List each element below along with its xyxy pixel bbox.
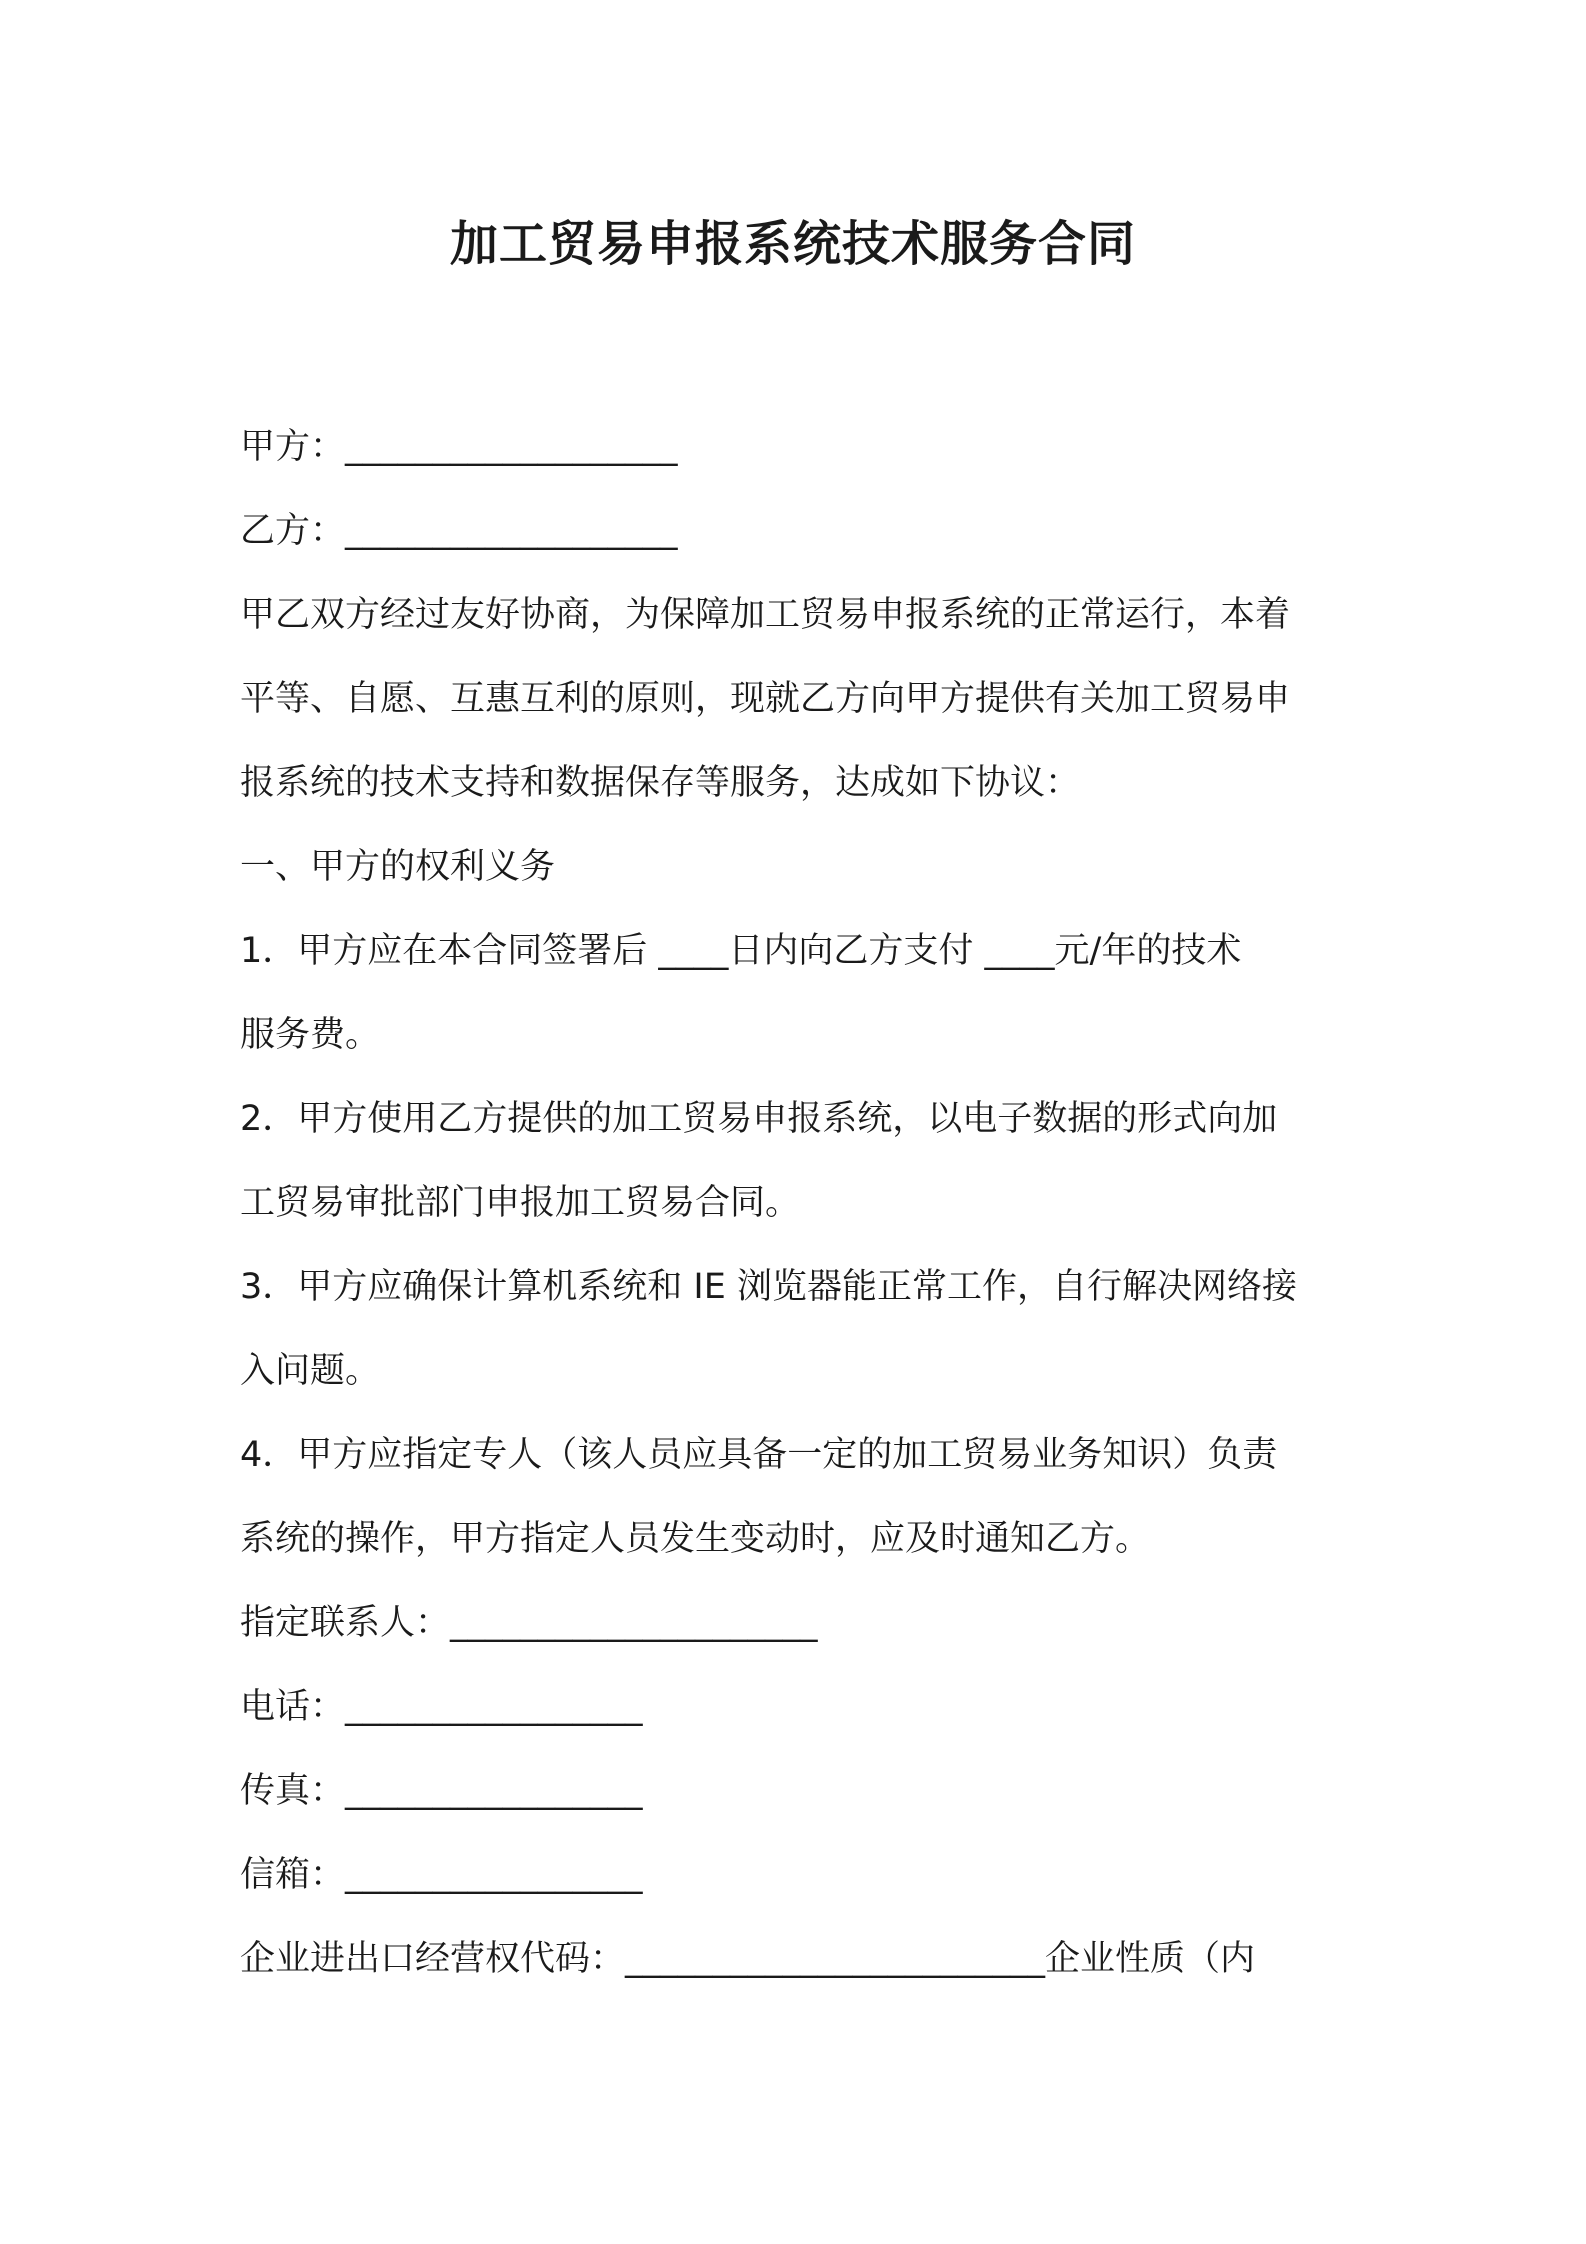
document-body xyxy=(240,405,1360,2001)
clause-1-line-2: 服务费。 xyxy=(240,1015,381,1055)
fax-line: 传真：_________________ xyxy=(240,1771,643,1811)
section-heading: 一、甲方的权利义务 xyxy=(240,847,556,887)
phone-line: 电话：_________________ xyxy=(240,1687,643,1727)
clause-4-line-2: 系统的操作，甲方指定人员发生变动时，应及时通知乙方。 xyxy=(240,1519,1151,1559)
clause-1-line-1: 1．甲方应在本合同签署后 ____日内向乙方支付 ____元/年的技术 xyxy=(240,931,1242,971)
enterprise-code-line: 企业进出口经营权代码：________________________企业性质（内 xyxy=(240,1939,1256,1979)
clause-2-line-2: 工贸易审批部门申报加工贸易合同。 xyxy=(240,1183,801,1223)
preamble-line-3: 报系统的技术支持和数据保存等服务，达成如下协议： xyxy=(240,763,1081,803)
preamble-line-2: 平等、自愿、互惠互利的原则，现就乙方向甲方提供有关加工贸易申 xyxy=(240,679,1291,719)
preamble-line-1: 甲乙双方经过友好协商，为保障加工贸易申报系统的正常运行，本着 xyxy=(240,595,1291,635)
clause-2-line-1: 2．甲方使用乙方提供的加工贸易申报系统，以电子数据的形式向加 xyxy=(240,1099,1278,1139)
mailbox-line: 信箱：_________________ xyxy=(240,1855,643,1895)
clause-4-line-1: 4．甲方应指定专人（该人员应具备一定的加工贸易业务知识）负责 xyxy=(240,1435,1278,1475)
document-title: 加工贸易申报系统技术服务合同 xyxy=(449,216,1136,272)
clause-3-line-2: 入问题。 xyxy=(240,1351,381,1391)
party-a-line: 甲方：___________________ xyxy=(240,427,678,467)
contact-person-line: 指定联系人：_____________________ xyxy=(240,1603,818,1643)
party-b-line: 乙方：___________________ xyxy=(240,511,678,551)
clause-3-line-1: 3．甲方应确保计算机系统和 IE 浏览器能正常工作，自行解决网络接 xyxy=(240,1267,1297,1307)
